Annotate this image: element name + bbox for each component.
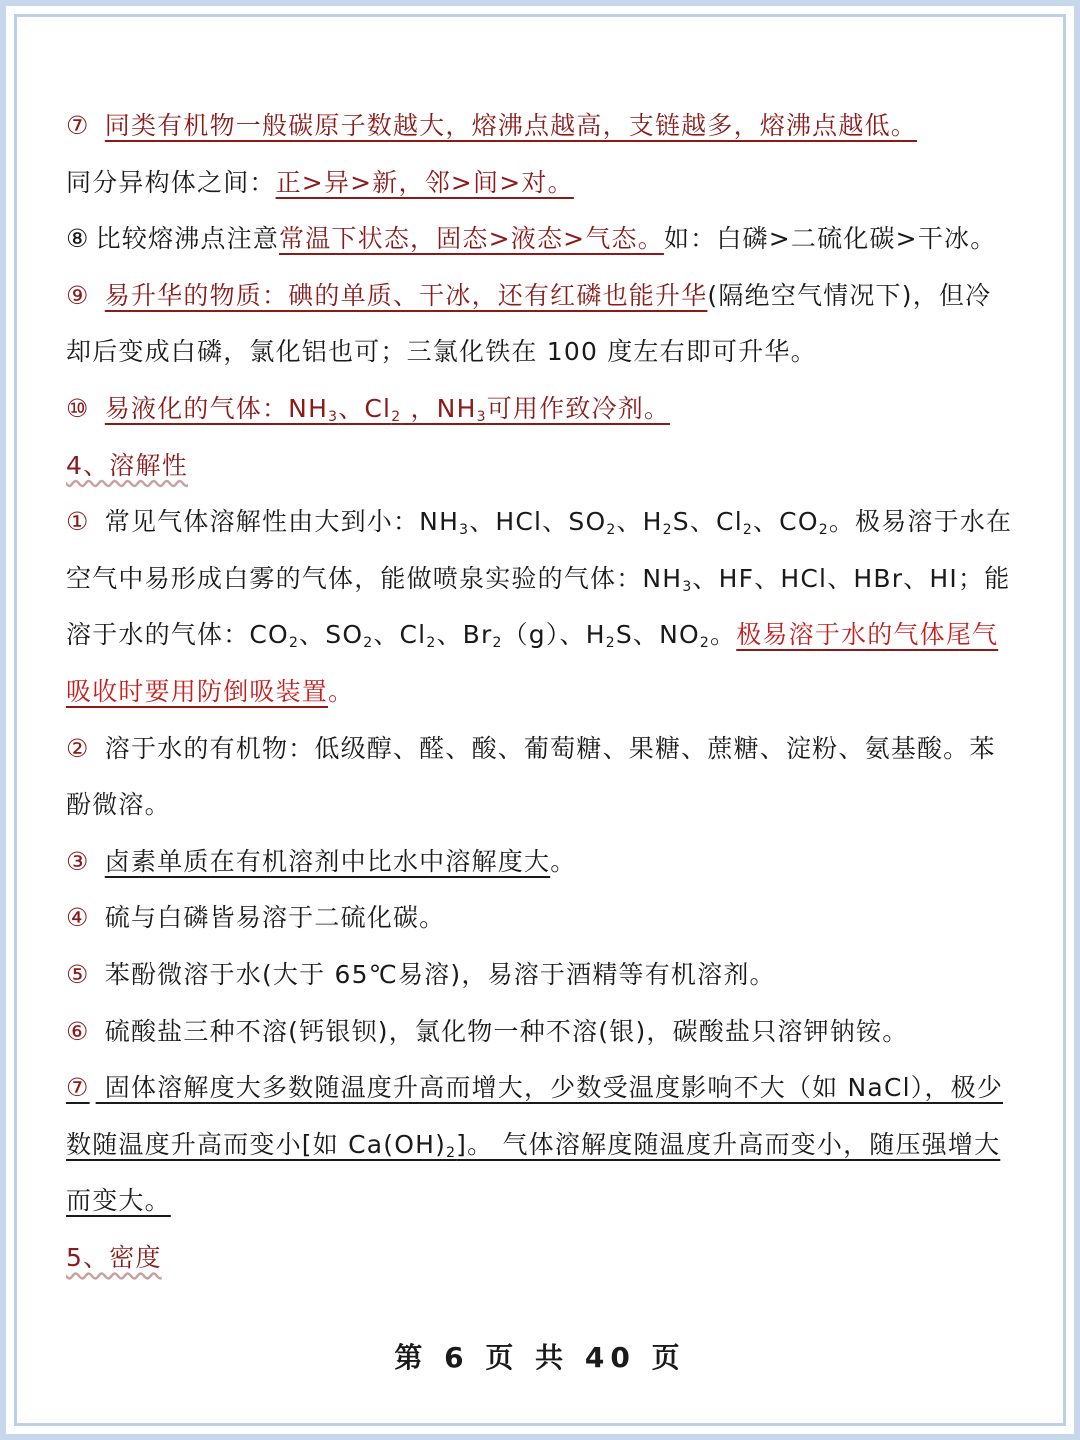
- item-number: ②: [66, 733, 90, 763]
- subscript: 2: [446, 1144, 457, 1161]
- item-number: ⑨: [66, 280, 90, 310]
- subscript: 2: [605, 635, 616, 652]
- text-part: 。: [328, 676, 355, 706]
- item-4-sulfur: [66, 890, 1016, 947]
- item-1-gas-solubility: [66, 494, 1016, 720]
- section-title: 4、溶解性: [66, 450, 188, 480]
- text-part: 、H: [616, 507, 663, 537]
- line-prefix: 比较熔沸点注意: [95, 224, 280, 254]
- item-7-temperature: [66, 1060, 1016, 1230]
- text-part: S、Cl: [672, 507, 743, 537]
- subscript: 2: [818, 522, 829, 539]
- text-part: （g）、H: [502, 620, 606, 650]
- item-8-state: [66, 211, 1016, 268]
- item-9-sublimation: [66, 268, 1016, 381]
- item-5-phenol: [66, 947, 1016, 1004]
- text-part: 、Cl: [338, 393, 392, 423]
- text-part: ]。 气体溶解度随温度升高而变小，随压强增大而变大。: [66, 1129, 1001, 1216]
- text-part: 易液化的气体：NH: [104, 393, 329, 423]
- text-part: 固体溶解度大多数随温度升高而增大，少数受温度影响不大（如 NaCl），极少数随温度升高而变小[如 Ca(OH): [66, 1073, 1004, 1159]
- section-title: 5、密度: [66, 1242, 162, 1272]
- document-body: [66, 98, 1016, 1286]
- item-text: 溶于水的有机物：低级醇、醛、酸、葡萄糖、果糖、蔗糖、淀粉、氨基酸。苯酚微溶。: [66, 733, 996, 820]
- item-number: ⑥: [66, 1016, 90, 1046]
- item-text: 硫与白磷皆易溶于二硫化碳。: [104, 903, 446, 933]
- text-part: 、HCl、SO: [469, 507, 607, 537]
- subscript: 2: [662, 522, 673, 539]
- subscript: 3: [328, 408, 339, 425]
- subscript: 2: [492, 635, 503, 652]
- text-part: 、CO: [752, 507, 819, 537]
- line-suffix: (隔绝空气情况下)，但冷却后变成白磷，氯化铝也可；三氯化铁在 100 度左右即可升华。: [66, 280, 992, 367]
- item-6-salts: [66, 1004, 1016, 1061]
- item-text: 硫酸盐三种不溶(钙银钡)，氯化物一种不溶(银)，碳酸盐只溶钾钠铵。: [104, 1016, 909, 1046]
- isomer-line: [66, 155, 1016, 212]
- text-part: 可用作致冷剂。: [486, 393, 671, 423]
- text-part: ，NH: [401, 393, 477, 423]
- highlight-text: 极易溶于水的气体尾气吸收时要用防倒吸装置: [66, 620, 999, 706]
- highlight-text: 常温下状态，固态>液态>气态。: [279, 224, 664, 254]
- highlight-text: 易升华的物质：碘的单质、干冰，还有红磷也能升华: [104, 280, 708, 310]
- page-number: 第 6 页 共 40 页: [394, 1341, 686, 1374]
- item-2-organic: [66, 721, 1016, 834]
- section-heading-density: [66, 1230, 1016, 1287]
- text-part: 、HF、HCl、HBr、HI；能溶于水的气体：CO: [66, 563, 1011, 650]
- subscript: 2: [606, 522, 617, 539]
- text-part: 。: [710, 620, 737, 650]
- item-text: 苯酚微溶于水(大于 65℃易溶)，易溶于酒精等有机溶剂。: [104, 959, 776, 989]
- item-number: ⑤: [66, 959, 90, 989]
- item-number: ③: [66, 846, 90, 876]
- line-suffix: 如：白磷>二硫化碳>干冰。: [663, 224, 997, 254]
- subscript: 3: [682, 578, 693, 595]
- text-part: 、Cl: [373, 620, 427, 650]
- text-part: 常见气体溶解性由大到小：NH: [104, 507, 460, 537]
- section-heading-solubility: [66, 438, 1016, 495]
- subscript: 2: [391, 408, 402, 425]
- subscript: 3: [459, 522, 470, 539]
- line-prefix: 同分异构体之间：: [66, 167, 276, 197]
- highlight-text: 正>异>新，邻>间>对。: [275, 167, 574, 197]
- item-number: ⑩: [66, 393, 90, 423]
- subscript: 2: [426, 635, 437, 652]
- subscript: 2: [363, 635, 374, 652]
- item-number: ④: [66, 903, 90, 933]
- item-3-halogen: [66, 834, 1016, 891]
- subscript: 2: [288, 635, 300, 652]
- text-part: 。: [550, 846, 577, 876]
- subscript: 3: [476, 408, 487, 425]
- item-number: ①: [66, 507, 90, 537]
- highlight-text: 同类有机物一般碳原子数越大，熔沸点越高，支链越多，熔沸点越低。: [104, 111, 917, 140]
- item-number: ⑧: [66, 224, 90, 254]
- underlined-text: 卤素单质在有机溶剂中比水中溶解度大: [104, 846, 551, 876]
- text-part: 。极易溶于水在空气中易形成白雾的气体，能做喷泉实验的气体：NH: [66, 507, 1013, 593]
- subscript: 2: [699, 635, 711, 652]
- text-part: S、NO: [615, 620, 700, 650]
- item-10-liquefy: [66, 381, 1016, 438]
- underlined-text: [66, 1073, 1003, 1215]
- item-7-boiling: [66, 98, 1016, 155]
- subscript: 2: [742, 522, 753, 539]
- item-number: ⑦: [66, 111, 90, 140]
- highlight-text: [105, 394, 670, 423]
- item-number: ⑦: [66, 1073, 90, 1103]
- text-part: 、Br: [436, 620, 493, 650]
- text-part: 、SO: [299, 620, 364, 650]
